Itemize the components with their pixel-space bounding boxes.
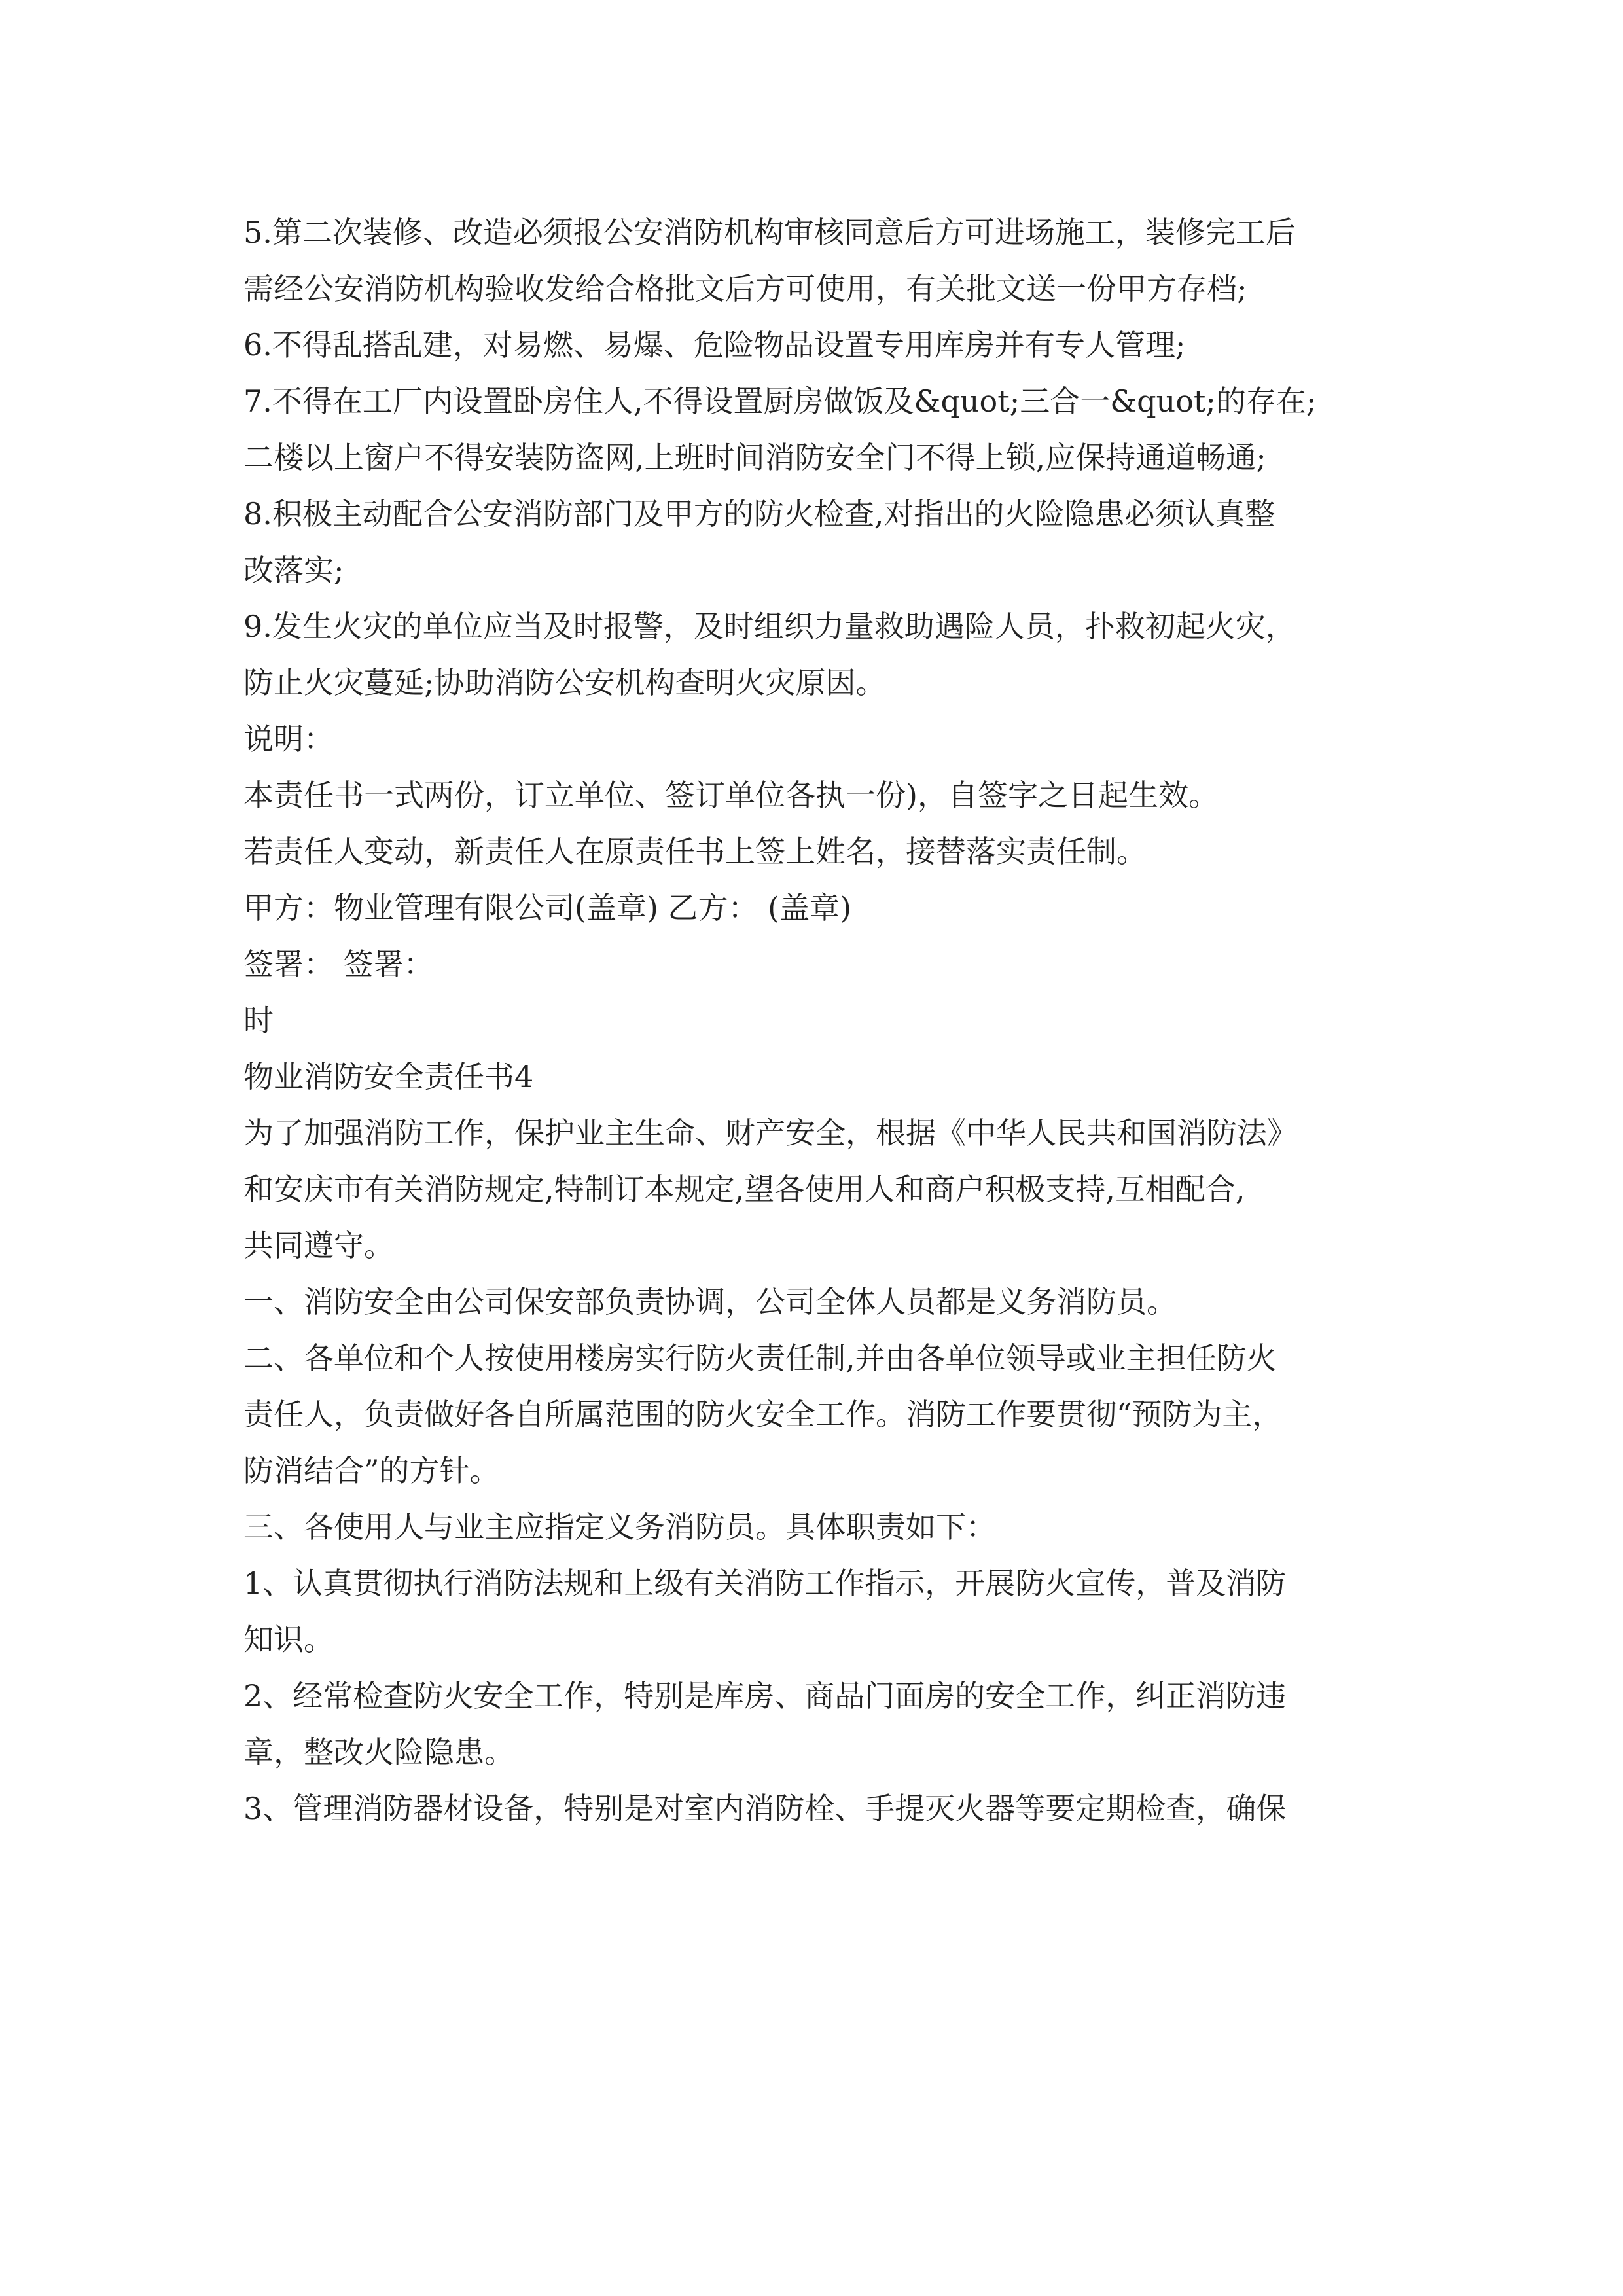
section-label: 说明： [243, 721, 334, 757]
text-line: 二楼以上窗户不得安装防盗网,上班时间消防安全门不得上锁,应保持通道畅通; [243, 440, 1266, 475]
text-line: 二、各单位和个人按使用楼房实行防火责任制,并由各单位领导或业主担任防火 [243, 1340, 1277, 1376]
text-line: 章，整改火险隐患。 [243, 1734, 514, 1770]
text-line: 知识。 [243, 1622, 334, 1657]
text-line: 为了加强消防工作，保护业主生命、财产安全，根据《中华人民共和国消防法》 [243, 1115, 1297, 1151]
text-line: 需经公安消防机构验收发给合格批文后方可使用，有关批文送一份甲方存档; [243, 271, 1247, 306]
text-line: 责任人，负责做好各自所属范围的防火安全工作。消防工作要贯彻“预防为主， [243, 1397, 1283, 1432]
text-line: 5.第二次装修、改造必须报公安消防机构审核同意后方可进场施工，装修完工后 [243, 215, 1296, 250]
document-body [243, 204, 1395, 1837]
text-line: 防止火灾蔓延;协助消防公安机构查明火灾原因。 [243, 665, 886, 700]
text-line: 共同遵守。 [243, 1228, 394, 1263]
text-line: 改落实; [243, 552, 344, 588]
text-line: 3、管理消防器材设备，特别是对室内消防栓、手提灭火器等要定期检查，确保 [243, 1791, 1287, 1826]
time-line: 时 [243, 1003, 274, 1038]
text-line: 6.不得乱搭乱建，对易燃、易爆、危险物品设置专用库房并有专人管理; [243, 327, 1186, 363]
party-line: 甲方：物业管理有限公司(盖章) 乙方： (盖章) [243, 890, 852, 925]
text-line: 2、经常检查防火安全工作，特别是库房、商品门面房的安全工作，纠正消防违 [243, 1678, 1287, 1713]
text-line: 1、认真贯彻执行消防法规和上级有关消防工作指示，开展防火宣传，普及消防 [243, 1566, 1287, 1601]
text-line: 8.积极主动配合公安消防部门及甲方的防火检查,对指出的火险隐患必须认真整 [243, 496, 1275, 531]
text-line: 7.不得在工厂内设置卧房住人,不得设置厨房做饭及&quot;三合一&quot;的存在; [243, 384, 1317, 419]
text-line: 三、各使用人与业主应指定义务消防员。具体职责如下： [243, 1509, 996, 1545]
text-line: 一、消防安全由公司保安部负责协调，公司全体人员都是义务消防员。 [243, 1284, 1177, 1319]
text-line: 本责任书一式两份，订立单位、签订单位各执一份)，自签字之日起生效。 [243, 778, 1219, 813]
signature-line: 签署： 签署： [243, 946, 434, 982]
text-line: 防消结合”的方针。 [243, 1453, 500, 1488]
document-heading: 物业消防安全责任书4 [243, 1059, 534, 1094]
text-line: 和安庆市有关消防规定,特制订本规定,望各使用人和商户积极支持,互相配合, [243, 1172, 1245, 1207]
text-line: 9.发生火灾的单位应当及时报警，及时组织力量救助遇险人员，扑救初起火灾， [243, 609, 1296, 644]
text-line: 若责任人变动，新责任人在原责任书上签上姓名，接替落实责任制。 [243, 834, 1147, 869]
